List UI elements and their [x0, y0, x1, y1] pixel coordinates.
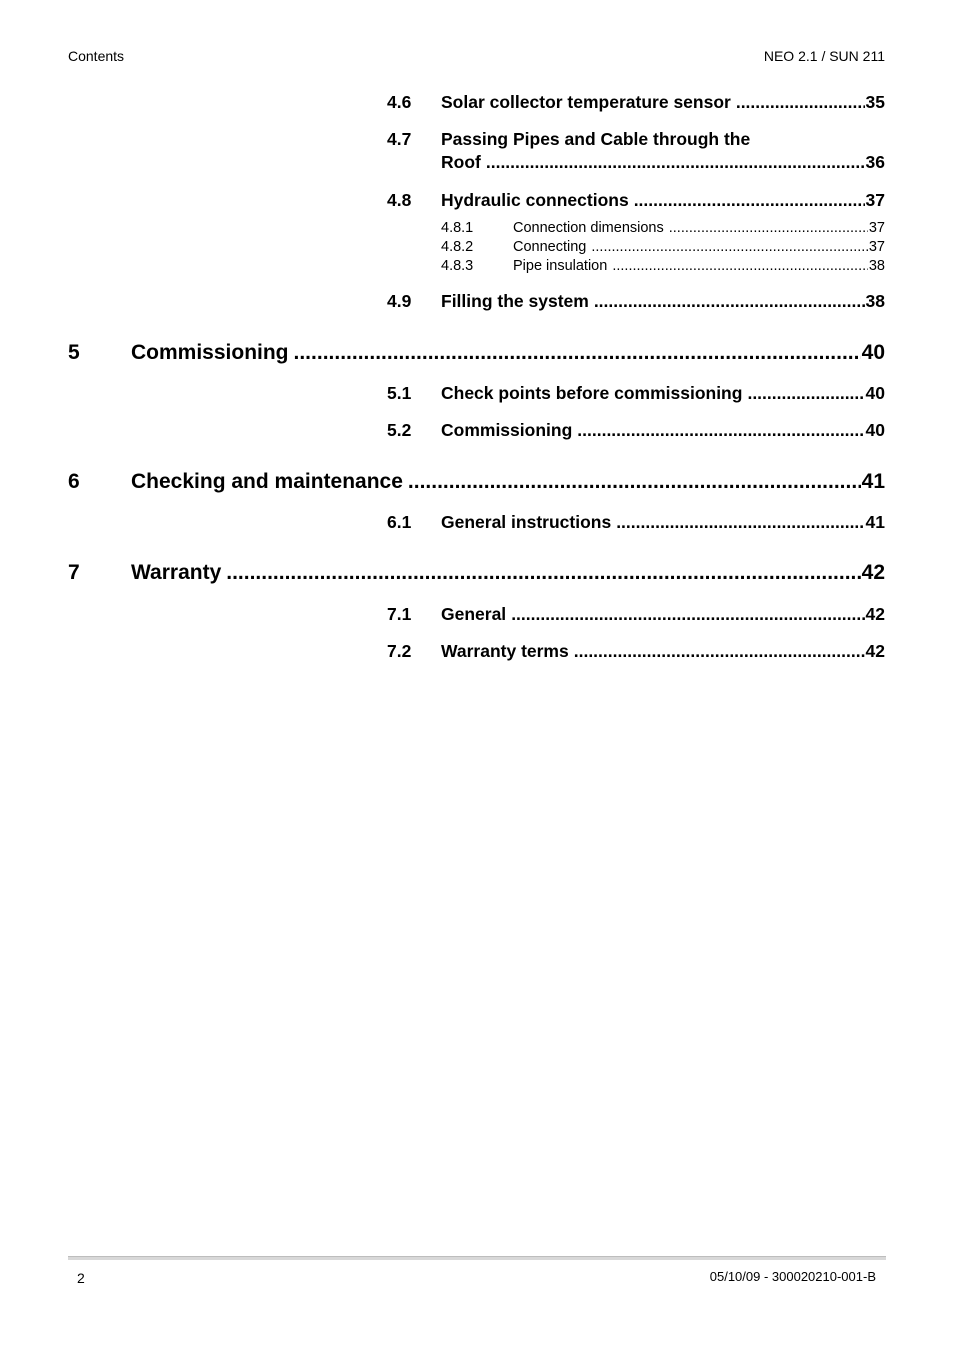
toc-leader-dots — [742, 383, 864, 404]
toc-page-number: 37 — [865, 190, 885, 210]
toc-entry-5-2[interactable] — [441, 420, 885, 441]
toc-number-6-1: 6.1 — [387, 512, 412, 532]
toc-entry-4-8-1[interactable] — [513, 220, 885, 236]
toc-title: Hydraulic connections — [441, 190, 629, 210]
toc-page-number: 42 — [865, 641, 885, 661]
toc-number-4-8-2: 4.8.2 — [441, 239, 474, 255]
header-product-name: NEO 2.1 / SUN 211 — [763, 48, 885, 64]
toc-page-number: 38 — [865, 291, 885, 311]
toc-number-7-1: 7.1 — [387, 604, 412, 624]
toc-leader-dots — [586, 239, 868, 255]
toc-entry-5-1[interactable] — [441, 383, 885, 404]
toc-title: Check points before commissioning — [441, 383, 743, 403]
toc-page-number: 42 — [861, 561, 885, 584]
footer-divider — [68, 1256, 886, 1260]
toc-title-line-2: Roof — [441, 152, 481, 172]
toc-number-4-9: 4.9 — [387, 291, 412, 311]
toc-page-number: 36 — [865, 152, 885, 172]
toc-page-number: 40 — [865, 420, 885, 440]
toc-title: Commissioning — [131, 341, 289, 364]
toc-number-4-7: 4.7 — [387, 129, 412, 149]
toc-page-number: 40 — [865, 383, 885, 403]
toc-leader-dots — [506, 604, 864, 625]
toc-number-5: 5 — [68, 341, 80, 364]
toc-entry-6-1[interactable] — [441, 512, 885, 533]
toc-leader-dots — [289, 341, 861, 365]
toc-title: General — [441, 604, 507, 624]
toc-entry-5[interactable] — [131, 341, 885, 365]
toc-leader-dots — [569, 641, 865, 662]
toc-number-7-2: 7.2 — [387, 641, 412, 661]
toc-leader-dots — [221, 561, 860, 585]
toc-number-7: 7 — [68, 561, 80, 584]
footer-page-number: 2 — [77, 1270, 85, 1286]
toc-entry-4-8-3[interactable] — [513, 258, 885, 274]
header-section-title: Contents — [68, 48, 125, 64]
toc-entry-4-7[interactable] — [441, 152, 885, 173]
toc-title: Warranty terms — [441, 641, 569, 661]
toc-number-4-6: 4.6 — [387, 92, 412, 112]
toc-entry-4-8-2[interactable] — [513, 239, 885, 255]
toc-leader-dots — [481, 152, 865, 173]
toc-title-line-1[interactable]: Passing Pipes and Cable through the — [441, 129, 751, 149]
toc-page-number: 40 — [861, 341, 885, 364]
toc-number-4-8-3: 4.8.3 — [441, 258, 474, 274]
toc-page-number: 37 — [868, 239, 885, 255]
toc-page-number: 41 — [865, 512, 885, 532]
toc-leader-dots — [629, 190, 865, 211]
toc-page-number: 37 — [868, 220, 885, 236]
toc-title: Connecting — [513, 239, 587, 255]
toc-leader-dots — [589, 291, 865, 312]
toc-title: Connection dimensions — [513, 220, 664, 236]
toc-entry-7-1[interactable] — [441, 604, 885, 625]
toc-entry-6[interactable] — [131, 470, 885, 494]
toc-title: Commissioning — [441, 420, 573, 440]
toc-number-5-2: 5.2 — [387, 420, 412, 440]
toc-leader-dots — [664, 220, 868, 236]
toc-leader-dots — [731, 92, 865, 113]
toc-number-4-8: 4.8 — [387, 190, 412, 210]
toc-entry-7-2[interactable] — [441, 641, 885, 662]
toc-title: Checking and maintenance — [131, 470, 403, 493]
toc-entry-7[interactable] — [131, 561, 885, 585]
toc-page-number: 41 — [861, 470, 885, 493]
toc-number-4-8-1: 4.8.1 — [441, 220, 474, 236]
toc-entry-4-8[interactable] — [441, 190, 885, 211]
toc-leader-dots — [403, 470, 861, 494]
toc-title: Solar collector temperature sensor — [441, 92, 731, 112]
toc-number-6: 6 — [68, 470, 80, 493]
footer-document-reference: 05/10/09 - 300020210-001-B — [709, 1269, 876, 1284]
toc-page-number: 35 — [865, 92, 885, 112]
toc-leader-dots — [607, 258, 868, 274]
toc-title: Pipe insulation — [513, 258, 608, 274]
toc-page-number: 42 — [865, 604, 885, 624]
toc-page-number: 38 — [868, 258, 885, 274]
toc-entry-4-6[interactable] — [441, 92, 885, 113]
toc-number-5-1: 5.1 — [387, 383, 412, 403]
toc-leader-dots — [611, 512, 864, 533]
toc-entry-4-9[interactable] — [441, 291, 885, 312]
toc-leader-dots — [572, 420, 864, 441]
toc-title: Warranty — [131, 561, 222, 584]
toc-title: Filling the system — [441, 291, 589, 311]
toc-title: General instructions — [441, 512, 612, 532]
